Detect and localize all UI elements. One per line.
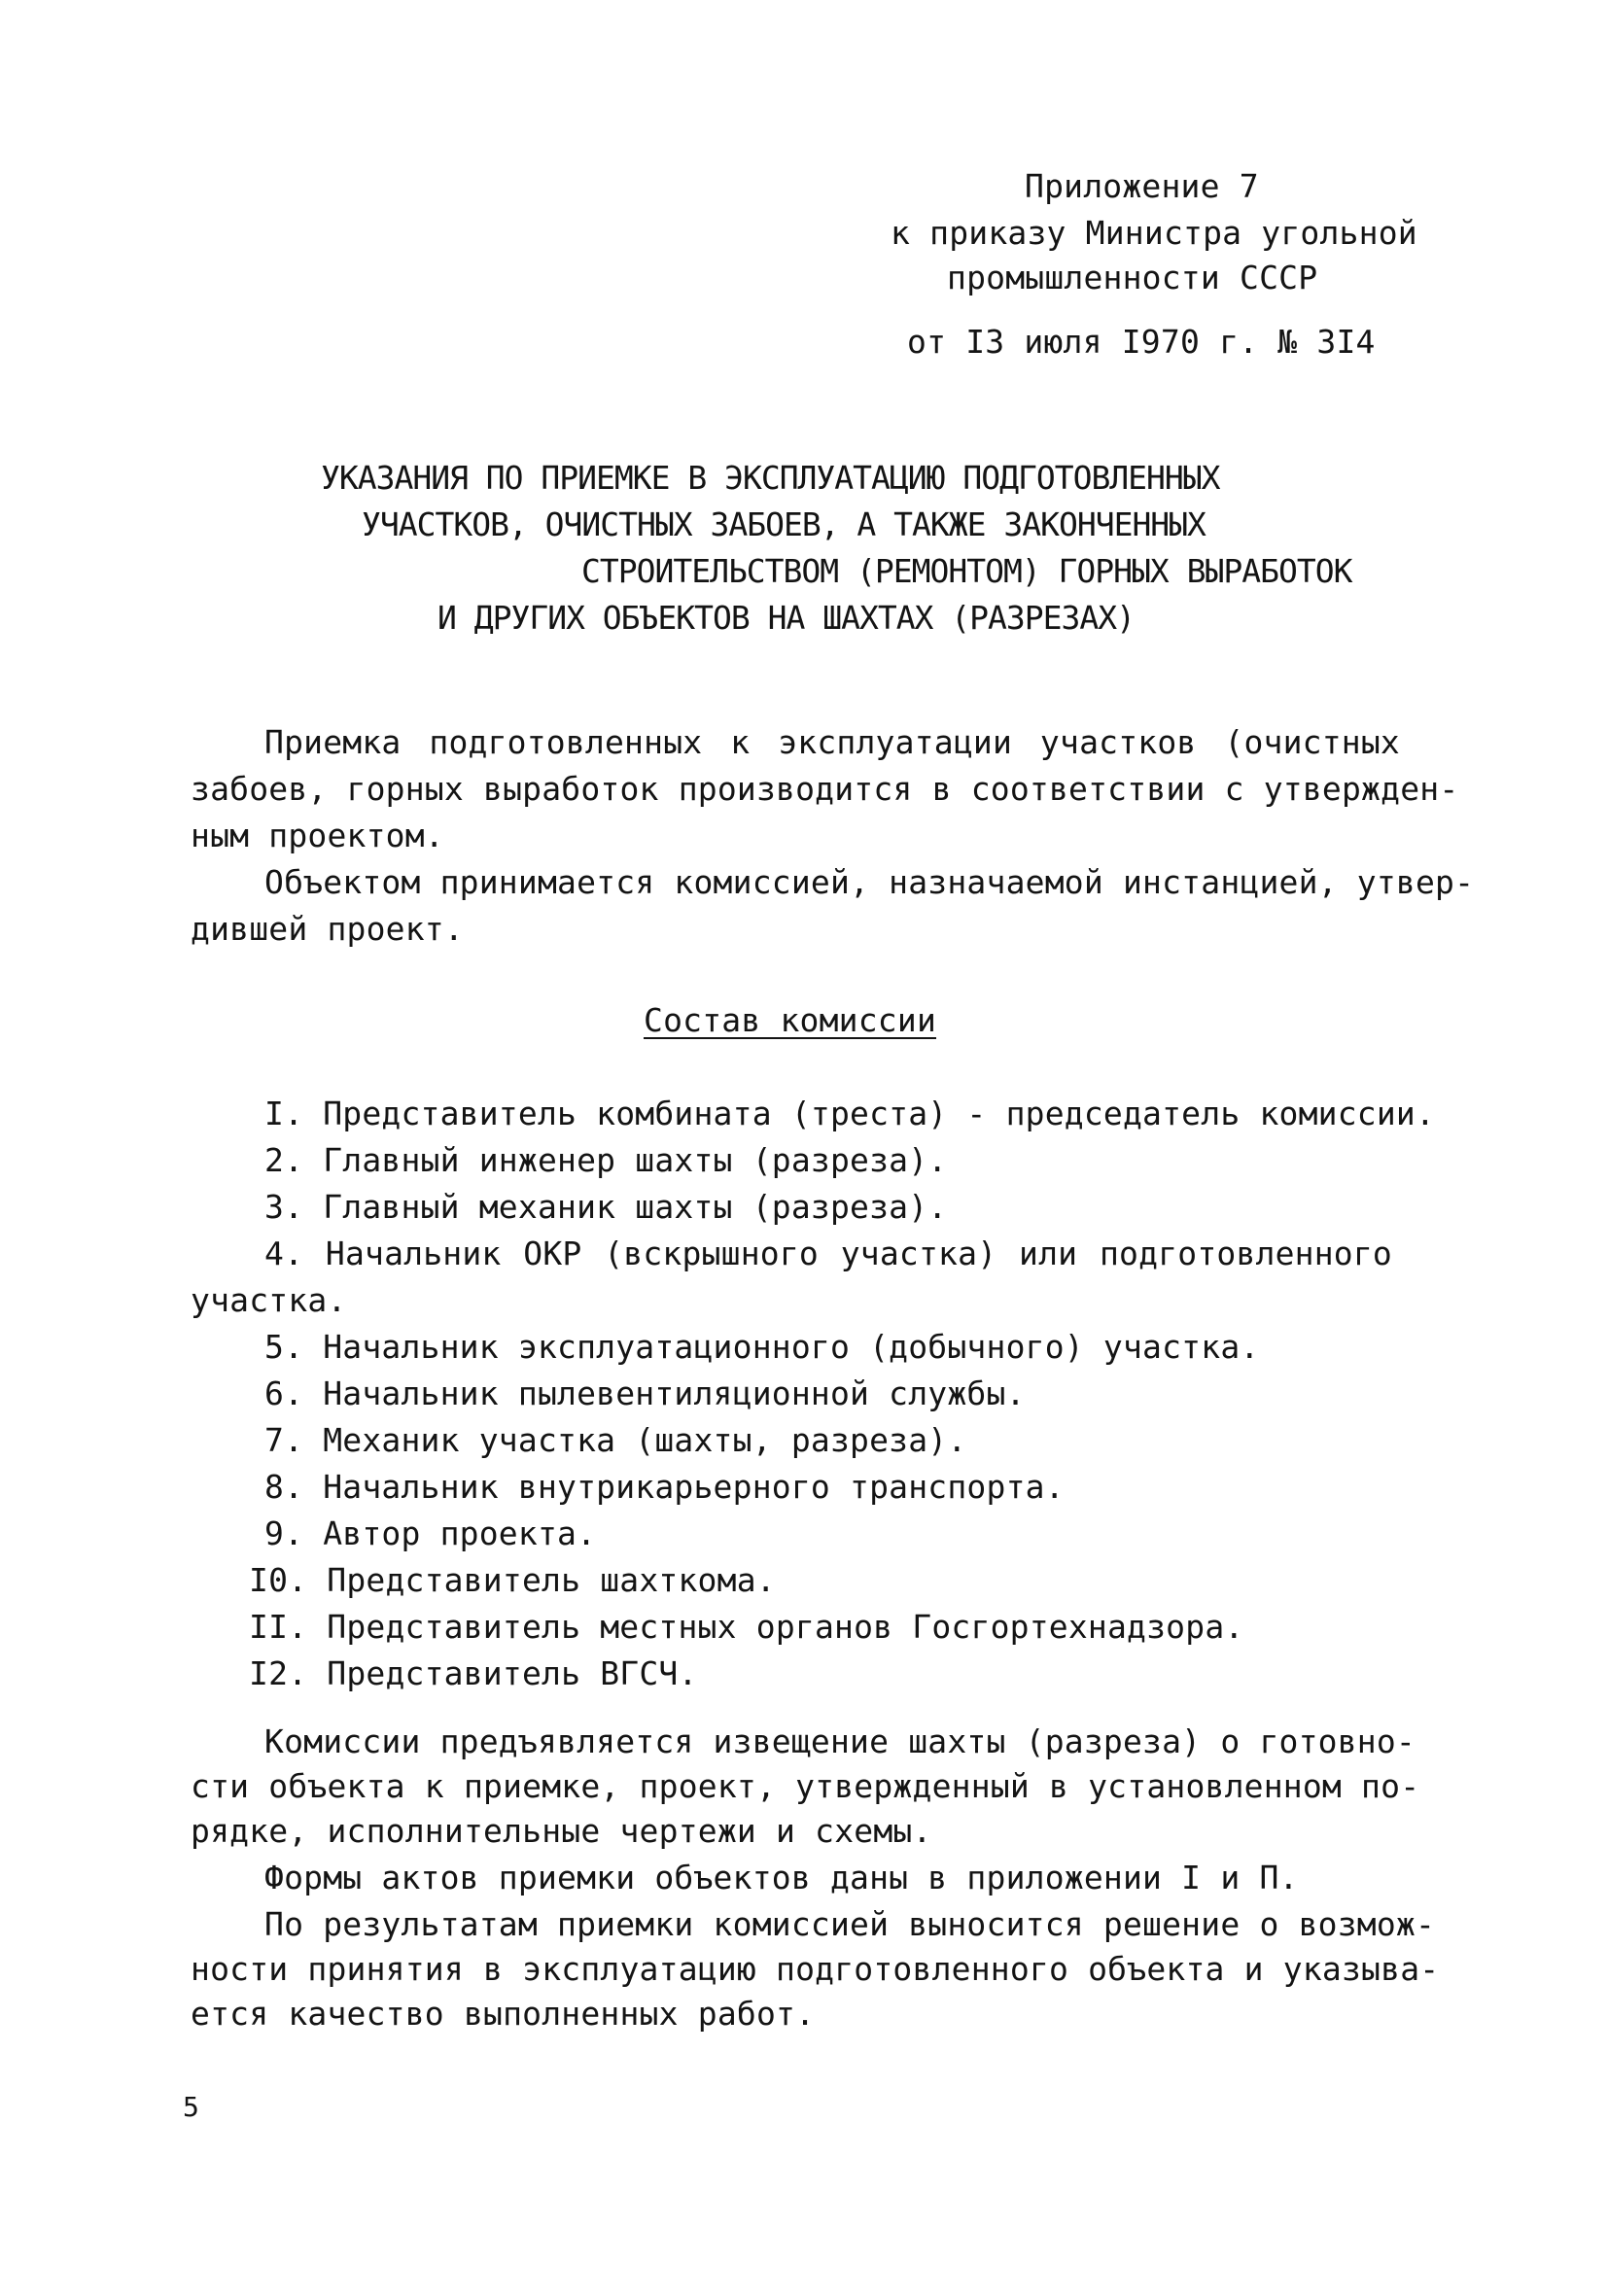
- intro-paragraph-2-line-2: дившей проект.: [191, 910, 464, 948]
- list-item: II. Представитель местных органов Госгортехнадзора.: [249, 1608, 1244, 1646]
- closing-paragraph-2-line-1: Формы актов приемки объектов даны в приложении I и П.: [264, 1859, 1299, 1896]
- list-item: 9. Автор проекта.: [264, 1514, 597, 1552]
- closing-paragraph-3-line-3: ется качество выполненных работ.: [191, 1995, 816, 2033]
- appendix-date-number: от I3 июля I970 г. № 3I4: [907, 323, 1376, 361]
- closing-paragraph-1-line-2: сти объекта к приемке, проект, утвержденный в установленном по-: [191, 1767, 1420, 1805]
- closing-paragraph-3-line-2: ности принятия в эксплуатацию подготовленного объекта и указыва-: [191, 1950, 1440, 1988]
- appendix-order-ref: к приказу Министра угольной: [891, 214, 1417, 252]
- page-number: 5: [183, 2091, 200, 2123]
- list-item: 4. Начальник ОКР (вскрышного участка) или подготовленного: [264, 1235, 1392, 1272]
- list-item: 6. Начальник пылевентиляционной службы.: [264, 1374, 1026, 1412]
- document-title-line-3: СТРОИТЕЛЬСТВОМ (РЕМОНТОМ) ГОРНЫХ ВЫРАБОТОК: [581, 552, 1352, 590]
- intro-paragraph-1-line-3: ным проектом.: [191, 817, 444, 854]
- list-item: I0. Представитель шахткома.: [249, 1561, 776, 1599]
- document-title-line-1: УКАЗАНИЯ ПО ПРИЕМКЕ В ЭКСПЛУАТАЦИЮ ПОДГОТОВЛЕННЫХ: [321, 459, 1220, 497]
- closing-paragraph-3-line-1: По результатам приемки комиссией выносится решение о возмож-: [264, 1905, 1436, 1943]
- list-item: I2. Представитель ВГСЧ.: [249, 1654, 698, 1692]
- intro-paragraph-1-line-2: забоев, горных выработок производится в соответствии с утвержден-: [191, 770, 1459, 808]
- appendix-ministry: промышленности СССР: [947, 259, 1318, 296]
- list-item: 5. Начальник эксплуатационного (добычного) участка.: [264, 1328, 1260, 1366]
- list-item: 2. Главный инженер шахты (разреза).: [264, 1141, 948, 1179]
- intro-paragraph-2-line-1: Объектом принимается комиссией, назначаемой инстанцией, утвер-: [264, 863, 1475, 901]
- commission-heading: Состав комиссии: [644, 1001, 937, 1039]
- list-item: 8. Начальник внутрикарьерного транспорта.: [264, 1468, 1065, 1506]
- list-item: I. Представитель комбината (треста) - председатель комиссии.: [264, 1095, 1436, 1132]
- closing-paragraph-1-line-3: рядке, исполнительные чертежи и схемы.: [191, 1812, 932, 1850]
- intro-paragraph-1-line-1: Приемка подготовленных к эксплуатации участков (очистных: [264, 723, 1400, 761]
- document-title-line-2: УЧАСТКОВ, ОЧИСТНЫХ ЗАБОЕВ, А ТАКЖЕ ЗАКОНЧЕННЫХ: [362, 505, 1206, 543]
- appendix-label: Приложение 7: [1025, 167, 1259, 205]
- document-title-line-4: И ДРУГИХ ОБЪЕКТОВ НА ШАХТАХ (РАЗРЕЗАХ): [437, 599, 1135, 637]
- closing-paragraph-1-line-1: Комиссии предъявляется извещение шахты (разреза) о готовно-: [264, 1722, 1416, 1760]
- list-item: 3. Главный механик шахты (разреза).: [264, 1188, 948, 1226]
- list-item-continuation: участка.: [191, 1281, 347, 1319]
- list-item: 7. Механик участка (шахты, разреза).: [264, 1421, 967, 1459]
